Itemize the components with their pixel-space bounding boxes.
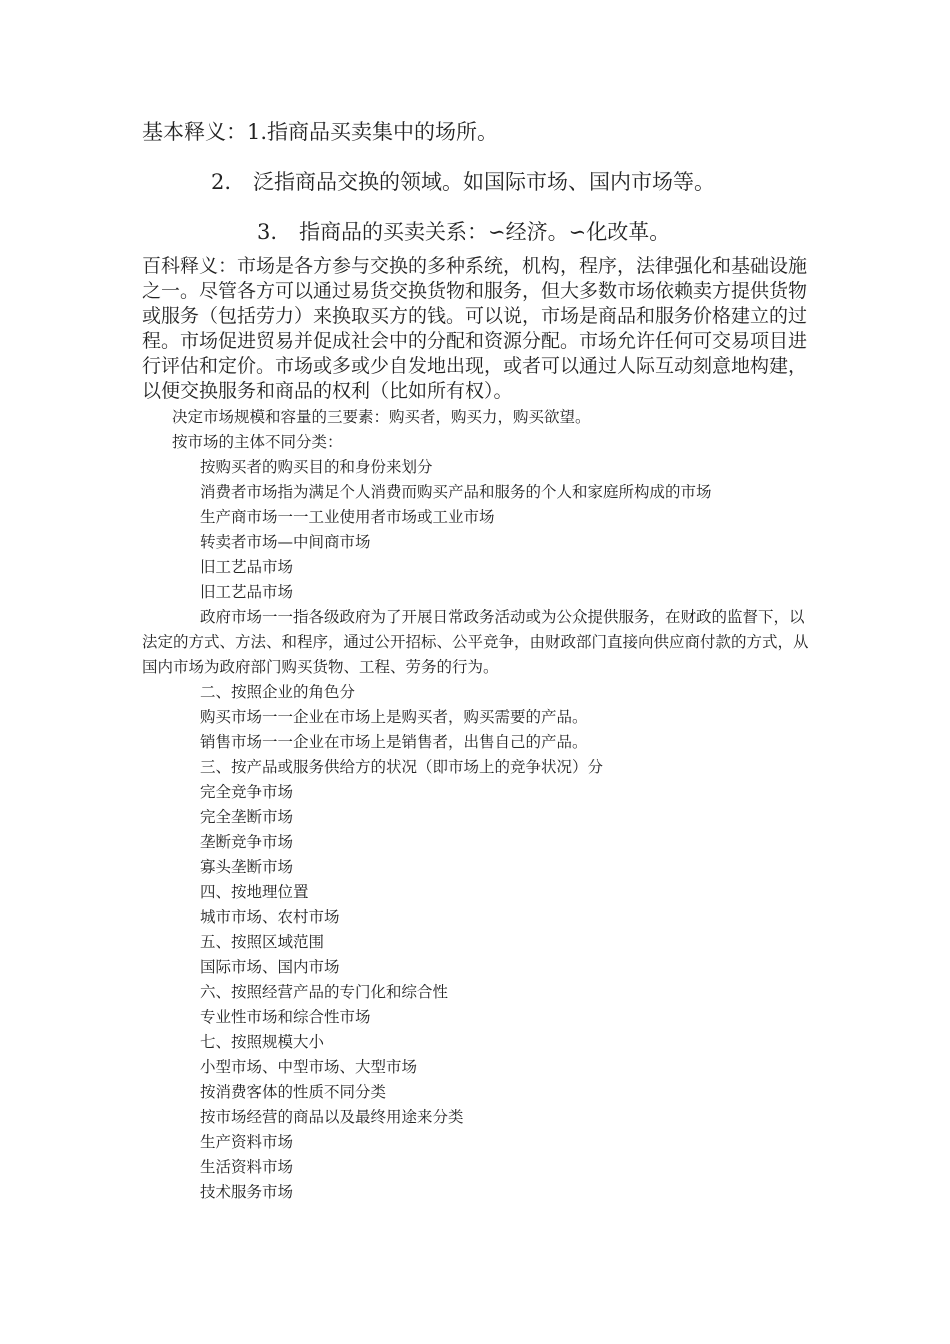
list-item: 技术服务市场	[200, 1183, 294, 1201]
list-item: 专业性市场和综合性市场	[200, 1008, 371, 1026]
definition-item-2-text: 泛指商品交换的领域。如国际市场、国内市场等。	[253, 170, 716, 194]
list-item: 寡头垄断市场	[200, 858, 294, 876]
list-item: 旧工艺品市场	[200, 558, 294, 576]
list-item: 生产商市场一一工业使用者市场或工业市场	[200, 508, 495, 526]
government-market-paragraph: 政府市场一一指各级政府为了开展日常政务活动或为公众提供服务，在财政的监督下，以法定的方式、方法、和程序，通过公开招标、公平竞争，由财政部门直接向供应商付款的方式，从国内市场为政府部门购买货物、工程、劳务的行为。	[142, 608, 809, 676]
definition-item-2-number: 2.	[211, 170, 232, 194]
encyclopedia-paragraph: 百科释义：市场是各方参与交换的多种系统，机构，程序，法律强化和基础设施之一。尽管各方可以通过易货交换货物和服务，但大多数市场依赖卖方提供货物或服务（包括劳力）来换取买方的钱。可以说，市场是商品和服务价格建立的过程。市场促进贸易并促成社会中的分配和资源分配。市场允许任何可交易项目进行评估和定价。市场或多或少自发地出现，或者可以通过人际互动刻意地构建，以便交换服务和商品的权利（比如所有权）。	[142, 255, 808, 402]
market-factors: 决定市场规模和容量的三要素：购买者，购买力，购买欲望。	[172, 408, 591, 426]
list-item: 小型市场、中型市场、大型市场	[200, 1058, 418, 1076]
list-item: 按购买者的购买目的和身份来划分	[200, 458, 433, 476]
list-item: 城市市场、农村市场	[200, 908, 340, 926]
basic-definition: 基本释义：1.指商品买卖集中的场所。	[142, 120, 499, 144]
list-item: 完全竞争市场	[200, 783, 294, 801]
list-item: 转卖者市场—中间商市场	[200, 533, 371, 551]
list-item: 六、按照经营产品的专门化和综合性	[200, 983, 449, 1001]
list-item: 按消费客体的性质不同分类	[200, 1083, 387, 1101]
list-item: 二、按照企业的角色分	[200, 683, 356, 701]
list-item: 消费者市场指为满足个人消费而购买产品和服务的个人和家庭所构成的市场	[200, 483, 712, 501]
list-item: 七、按照规模大小	[200, 1033, 325, 1051]
definition-item-3-text: 指商品的买卖关系：∽经济。∽化改革。	[299, 220, 671, 244]
list-item: 垄断竞争市场	[200, 833, 294, 851]
list-item: 旧工艺品市场	[200, 583, 294, 601]
list-item: 三、按产品或服务供给方的状况（即市场上的竞争状况）分	[200, 758, 604, 776]
definition-item-2	[211, 166, 715, 196]
list-item: 国际市场、国内市场	[200, 958, 340, 976]
classify-by-subject: 按市场的主体不同分类：	[172, 433, 343, 451]
list-item: 五、按照区域范围	[200, 933, 325, 951]
list-item: 生活资料市场	[200, 1158, 294, 1176]
list-item: 购买市场一一企业在市场上是购买者，购买需要的产品。	[200, 708, 588, 726]
list-item: 生产资料市场	[200, 1133, 294, 1151]
list-item: 销售市场一一企业在市场上是销售者，出售自己的产品。	[200, 733, 588, 751]
definition-item-3-number: 3.	[257, 220, 278, 244]
definition-item-3	[257, 216, 670, 246]
list-item: 按市场经营的商品以及最终用途来分类	[200, 1108, 464, 1126]
list-item: 完全垄断市场	[200, 808, 294, 826]
list-item: 四、按地理位置	[200, 883, 309, 901]
